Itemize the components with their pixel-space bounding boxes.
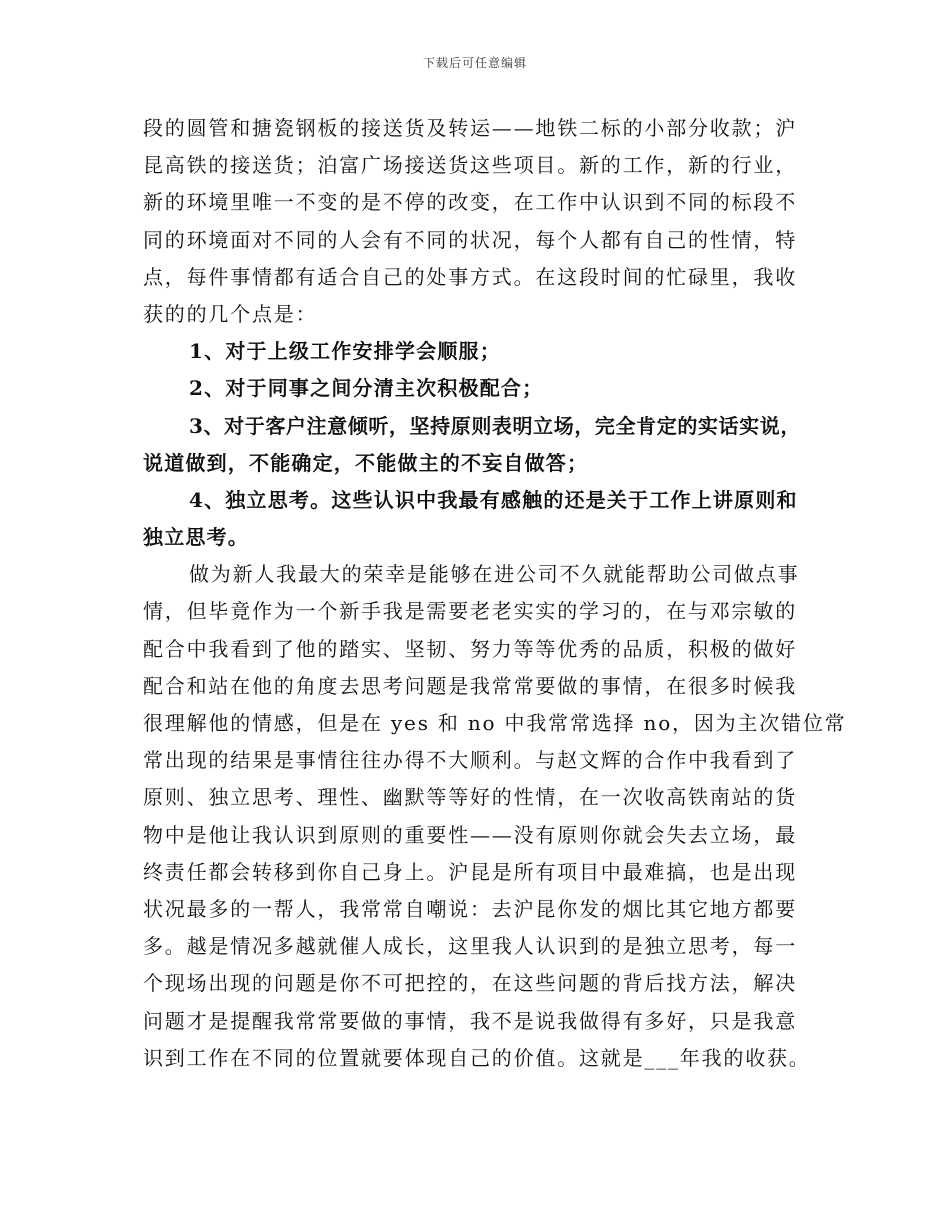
page-header: 下载后可任意编辑 <box>422 56 527 70</box>
list-item-4-continued: 独立思考。 <box>143 525 249 550</box>
paragraph-line: 识到工作在不同的位置就要体现自己的价值。这就是___年我的收获。 <box>143 1045 811 1070</box>
paragraph-line: 新的环境里唯一不变的是不停的改变，在工作中认识到不同的标段不 <box>143 190 797 215</box>
document-body <box>143 110 847 1077</box>
paragraph-line: 段的圆管和搪瓷钢板的接送货及转运——地铁二标的小部分收款；沪 <box>143 116 797 140</box>
paragraph-line: 多。越是情况多越就催人成长，这里我人认识到的是独立思考，每一 <box>143 934 797 959</box>
paragraph-line: 终责任都会转移到你自己身上。沪昆是所有项目中最难搞，也是出现 <box>143 859 797 884</box>
paragraph-line: 原则、独立思考、理性、幽默等等好的性情，在一次收高铁南站的货 <box>143 785 797 810</box>
paragraph-line: 配合和站在他的角度去思考问题是我常常要做的事情，在很多时候我 <box>143 673 797 698</box>
paragraph-line: 物中是他让我认识到原则的重要性——没有原则你就会失去立场，最 <box>143 822 797 847</box>
paragraph-line: 昆高铁的接送货；泊富广场接送货这些项目。新的工作，新的行业， <box>143 153 797 178</box>
paragraph-line: 配合中我看到了他的踏实、坚韧、努力等等优秀的品质，积极的做好 <box>143 636 797 661</box>
list-item-4: 4、独立思考。这些认识中我最有感触的还是关于工作上讲原则和 <box>189 487 798 512</box>
paragraph-line: 情，但毕竟作为一个新手我是需要老老实实的学习的，在与邓宗敏的 <box>143 599 797 624</box>
paragraph-line: 个现场出现的问题是你不可把控的，在这些问题的背后找方法，解决 <box>143 971 797 996</box>
list-item-2: 2、对于同事之间分清主次积极配合； <box>189 376 544 401</box>
paragraph-line: 获的的几个点是： <box>143 301 318 326</box>
list-item-1: 1、对于上级工作安排学会顺服； <box>189 339 501 364</box>
paragraph-line: 点，每件事情都有适合自己的处事方式。在这段时间的忙碌里，我收 <box>143 264 797 289</box>
paragraph-line: 很理解他的情感，但是在 yes 和 no 中我常常选择 no，因为主次错位常 <box>143 711 847 735</box>
list-item-3-continued: 说道做到，不能确定，不能做主的不妄自做答； <box>143 450 589 475</box>
paragraph-line: 常出现的结果是事情往往办得不大顺利。与赵文辉的合作中我看到了 <box>143 748 797 773</box>
paragraph-line: 状况最多的一帮人，我常常自嘲说：去沪昆你发的烟比其它地方都要 <box>143 896 797 921</box>
paragraph-line: 同的环境面对不同的人会有不同的状况，每个人都有自己的性情，特 <box>143 227 797 252</box>
paragraph-line: 问题才是提醒我常常要做的事情，我不是说我做得有多好，只是我意 <box>143 1008 797 1033</box>
paragraph-line: 做为新人我最大的荣幸是能够在进公司不久就能帮助公司做点事 <box>189 562 800 587</box>
list-item-3: 3、对于客户注意倾听，坚持原则表明立场，完全肯定的实话实说， <box>189 413 801 438</box>
